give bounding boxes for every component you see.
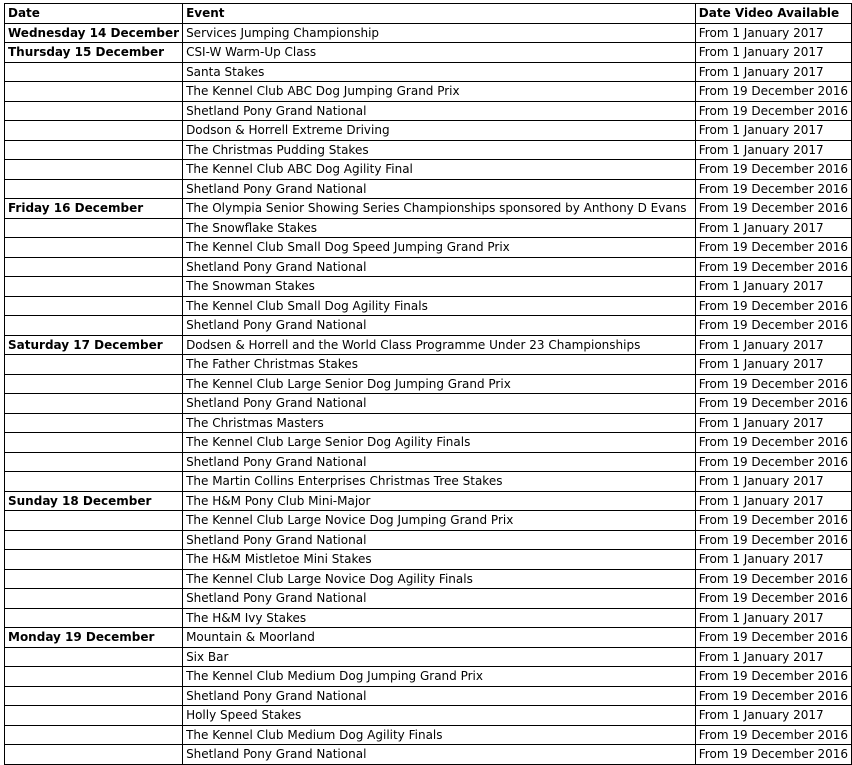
available-cell: From 19 December 2016 xyxy=(695,257,851,277)
table-row xyxy=(5,452,852,472)
table-row xyxy=(5,43,852,63)
date-cell xyxy=(5,511,183,531)
event-cell: Services Jumping Championship xyxy=(183,23,696,43)
date-cell xyxy=(5,160,183,180)
header-event: Event xyxy=(183,4,696,24)
available-cell: From 1 January 2017 xyxy=(695,608,851,628)
date-cell xyxy=(5,647,183,667)
available-cell: From 19 December 2016 xyxy=(695,82,851,102)
event-cell: The Martin Collins Enterprises Christmas Tree Stakes xyxy=(183,472,696,492)
event-cell: The Snowflake Stakes xyxy=(183,218,696,238)
available-cell: From 1 January 2017 xyxy=(695,472,851,492)
available-cell: From 1 January 2017 xyxy=(695,706,851,726)
table-row xyxy=(5,725,852,745)
available-cell: From 19 December 2016 xyxy=(695,452,851,472)
available-cell: From 19 December 2016 xyxy=(695,569,851,589)
event-cell: Shetland Pony Grand National xyxy=(183,589,696,609)
event-cell: The H&M Ivy Stakes xyxy=(183,608,696,628)
event-cell: The Kennel Club Medium Dog Jumping Grand Prix xyxy=(183,667,696,687)
available-cell: From 19 December 2016 xyxy=(695,238,851,258)
table-row xyxy=(5,140,852,160)
event-cell: The Kennel Club ABC Dog Agility Final xyxy=(183,160,696,180)
table-row xyxy=(5,160,852,180)
available-cell: From 19 December 2016 xyxy=(695,199,851,219)
available-cell: From 1 January 2017 xyxy=(695,413,851,433)
available-cell: From 19 December 2016 xyxy=(695,374,851,394)
date-cell: Saturday 17 December xyxy=(5,335,183,355)
event-cell: Dodsen & Horrell and the World Class Programme Under 23 Championships xyxy=(183,335,696,355)
table-row xyxy=(5,608,852,628)
header-date: Date xyxy=(5,4,183,24)
event-cell: The Olympia Senior Showing Series Championships sponsored by Anthony D Evans xyxy=(183,199,696,219)
date-cell xyxy=(5,745,183,765)
table-row xyxy=(5,179,852,199)
available-cell: From 19 December 2016 xyxy=(695,511,851,531)
date-cell: Friday 16 December xyxy=(5,199,183,219)
available-cell: From 19 December 2016 xyxy=(695,296,851,316)
available-cell: From 19 December 2016 xyxy=(695,667,851,687)
event-cell: Shetland Pony Grand National xyxy=(183,316,696,336)
available-cell: From 1 January 2017 xyxy=(695,647,851,667)
date-cell xyxy=(5,82,183,102)
table-row xyxy=(5,82,852,102)
table-row xyxy=(5,238,852,258)
event-cell: Mountain & Moorland xyxy=(183,628,696,648)
table-row xyxy=(5,62,852,82)
event-cell: Shetland Pony Grand National xyxy=(183,530,696,550)
available-cell: From 1 January 2017 xyxy=(695,121,851,141)
event-cell: Holly Speed Stakes xyxy=(183,706,696,726)
available-cell: From 19 December 2016 xyxy=(695,725,851,745)
date-cell xyxy=(5,374,183,394)
date-cell xyxy=(5,472,183,492)
available-cell: From 1 January 2017 xyxy=(695,277,851,297)
table-row xyxy=(5,491,852,511)
table-row xyxy=(5,530,852,550)
date-cell xyxy=(5,238,183,258)
table-row xyxy=(5,199,852,219)
available-cell: From 19 December 2016 xyxy=(695,530,851,550)
date-cell xyxy=(5,569,183,589)
date-cell xyxy=(5,121,183,141)
table-row xyxy=(5,316,852,336)
date-cell xyxy=(5,355,183,375)
date-cell xyxy=(5,62,183,82)
table-row xyxy=(5,101,852,121)
date-cell xyxy=(5,140,183,160)
date-cell xyxy=(5,394,183,414)
available-cell: From 1 January 2017 xyxy=(695,218,851,238)
event-cell: Shetland Pony Grand National xyxy=(183,179,696,199)
available-cell: From 1 January 2017 xyxy=(695,491,851,511)
available-cell: From 1 January 2017 xyxy=(695,23,851,43)
date-cell xyxy=(5,218,183,238)
table-row xyxy=(5,472,852,492)
date-cell xyxy=(5,296,183,316)
table-row xyxy=(5,413,852,433)
available-cell: From 19 December 2016 xyxy=(695,101,851,121)
event-cell: The Snowman Stakes xyxy=(183,277,696,297)
event-cell: The H&M Mistletoe Mini Stakes xyxy=(183,550,696,570)
event-cell: CSI-W Warm-Up Class xyxy=(183,43,696,63)
table-body xyxy=(5,23,852,764)
event-cell: The Kennel Club Medium Dog Agility Finals xyxy=(183,725,696,745)
table-row xyxy=(5,257,852,277)
date-cell: Wednesday 14 December xyxy=(5,23,183,43)
available-cell: From 19 December 2016 xyxy=(695,160,851,180)
event-cell: The Kennel Club Large Senior Dog Agility Finals xyxy=(183,433,696,453)
event-cell: The H&M Pony Club Mini-Major xyxy=(183,491,696,511)
date-cell xyxy=(5,706,183,726)
date-cell xyxy=(5,530,183,550)
table-row xyxy=(5,589,852,609)
table-row xyxy=(5,121,852,141)
schedule-container xyxy=(4,3,852,765)
available-cell: From 19 December 2016 xyxy=(695,686,851,706)
date-cell xyxy=(5,277,183,297)
event-cell: Shetland Pony Grand National xyxy=(183,101,696,121)
table-row xyxy=(5,433,852,453)
date-cell xyxy=(5,725,183,745)
event-cell: Shetland Pony Grand National xyxy=(183,452,696,472)
event-cell: The Kennel Club Small Dog Agility Finals xyxy=(183,296,696,316)
event-cell: The Christmas Pudding Stakes xyxy=(183,140,696,160)
available-cell: From 19 December 2016 xyxy=(695,179,851,199)
available-cell: From 1 January 2017 xyxy=(695,335,851,355)
available-cell: From 19 December 2016 xyxy=(695,433,851,453)
date-cell xyxy=(5,179,183,199)
date-cell xyxy=(5,550,183,570)
available-cell: From 19 December 2016 xyxy=(695,745,851,765)
table-row xyxy=(5,511,852,531)
available-cell: From 19 December 2016 xyxy=(695,589,851,609)
event-cell: Shetland Pony Grand National xyxy=(183,745,696,765)
table-row xyxy=(5,374,852,394)
table-row xyxy=(5,745,852,765)
table-row xyxy=(5,628,852,648)
date-cell: Thursday 15 December xyxy=(5,43,183,63)
date-cell xyxy=(5,452,183,472)
event-cell: Shetland Pony Grand National xyxy=(183,394,696,414)
available-cell: From 1 January 2017 xyxy=(695,550,851,570)
date-cell: Monday 19 December xyxy=(5,628,183,648)
event-cell: The Kennel Club ABC Dog Jumping Grand Prix xyxy=(183,82,696,102)
date-cell xyxy=(5,667,183,687)
table-row xyxy=(5,218,852,238)
event-cell: The Christmas Masters xyxy=(183,413,696,433)
date-cell xyxy=(5,101,183,121)
table-row xyxy=(5,277,852,297)
event-cell: Shetland Pony Grand National xyxy=(183,686,696,706)
header-row xyxy=(5,4,852,24)
date-cell xyxy=(5,316,183,336)
event-cell: The Kennel Club Large Novice Dog Agility Finals xyxy=(183,569,696,589)
available-cell: From 1 January 2017 xyxy=(695,355,851,375)
available-cell: From 19 December 2016 xyxy=(695,316,851,336)
table-row xyxy=(5,706,852,726)
table-row xyxy=(5,23,852,43)
header-date-video-available: Date Video Available xyxy=(695,4,851,24)
event-cell: The Kennel Club Small Dog Speed Jumping Grand Prix xyxy=(183,238,696,258)
date-cell xyxy=(5,433,183,453)
date-cell xyxy=(5,608,183,628)
table-row xyxy=(5,550,852,570)
event-cell: The Father Christmas Stakes xyxy=(183,355,696,375)
table-row xyxy=(5,667,852,687)
available-cell: From 19 December 2016 xyxy=(695,394,851,414)
event-cell: The Kennel Club Large Novice Dog Jumping Grand Prix xyxy=(183,511,696,531)
date-cell: Sunday 18 December xyxy=(5,491,183,511)
table-row xyxy=(5,335,852,355)
available-cell: From 1 January 2017 xyxy=(695,140,851,160)
video-schedule-table xyxy=(4,3,852,765)
table-row xyxy=(5,355,852,375)
event-cell: The Kennel Club Large Senior Dog Jumping Grand Prix xyxy=(183,374,696,394)
date-cell xyxy=(5,589,183,609)
date-cell xyxy=(5,413,183,433)
table-row xyxy=(5,394,852,414)
event-cell: Dodson & Horrell Extreme Driving xyxy=(183,121,696,141)
event-cell: Shetland Pony Grand National xyxy=(183,257,696,277)
available-cell: From 19 December 2016 xyxy=(695,628,851,648)
table-row xyxy=(5,647,852,667)
available-cell: From 1 January 2017 xyxy=(695,43,851,63)
date-cell xyxy=(5,257,183,277)
event-cell: Santa Stakes xyxy=(183,62,696,82)
table-row xyxy=(5,686,852,706)
table-row xyxy=(5,569,852,589)
available-cell: From 1 January 2017 xyxy=(695,62,851,82)
table-row xyxy=(5,296,852,316)
event-cell: Six Bar xyxy=(183,647,696,667)
date-cell xyxy=(5,686,183,706)
